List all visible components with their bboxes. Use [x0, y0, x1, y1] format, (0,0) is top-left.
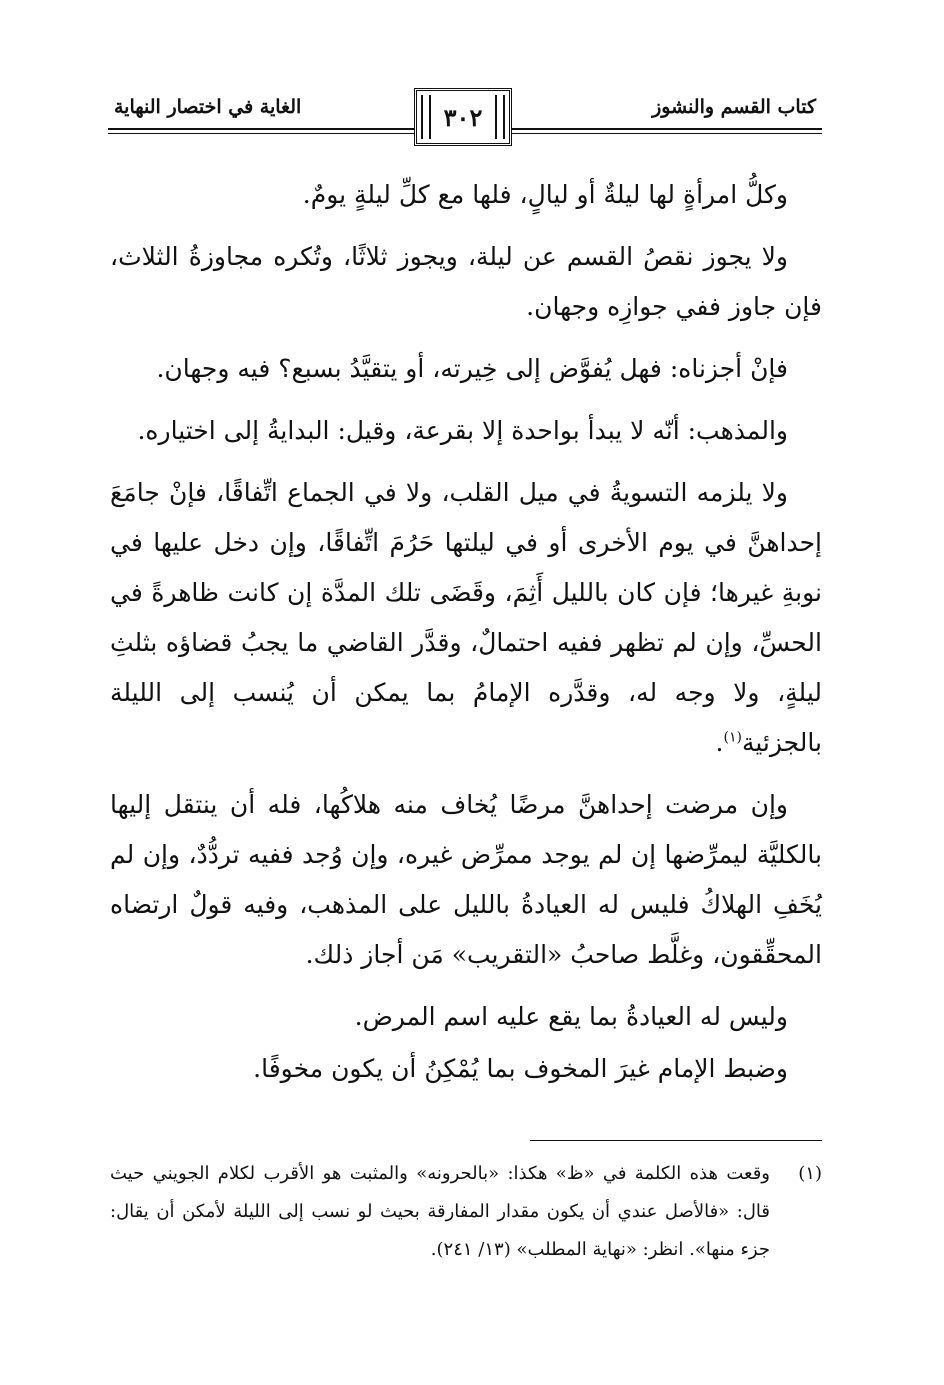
paragraph-5-text: ولا يلزمه التسويةُ في ميل القلب، ولا في الجماع اتِّفاقًا، فإنْ جامَعَ إحداهنَّ في يوم الأخرى أو في ليلتها حَرُمَ اتِّفاقًا، وإن دخل عليها في نوبةِ غيرها؛ فإن كان بالليل أَثِمَ، وقَضَى تلك المدَّة إن كانت ظاهرةً في الحسِّ، وإن لم تظهر ففيه احتمالٌ، وقدَّر القاضي ما يجبُ قضاؤه بثلثِ ليلةٍ، ولا وجه له، وقدَّره الإمامُ بما يمكن أن يُنسب إلى الليلة بالجزئية	[110, 478, 822, 757]
paragraph-5-end: .	[715, 728, 724, 757]
footnotes	[110, 1155, 822, 1269]
running-header	[108, 88, 822, 148]
paragraph-6: وإن مرضت إحداهنَّ مرضًا يُخاف منه هلاكُها، فله أن ينتقل إليها بالكليَّة ليمرِّضها إن لم يوجد ممرِّض غيره، وإن وُجد ففيه تردُّدٌ، وإن لم يُخَفِ الهلاكُ فليس له العيادةُ بالليل على المذهب، وفيه قولٌ ارتضاه المحقِّقون، وغلَّط صاحبُ «التقريب» مَن أجاز ذلك.	[110, 790, 822, 969]
main-text	[110, 170, 822, 1106]
footnote-number: (١)	[798, 1163, 822, 1184]
footnote-item	[110, 1155, 822, 1269]
book-title: الغاية في اختصار النهاية	[114, 96, 302, 118]
page-number-frame	[414, 88, 512, 146]
footnote-reference[interactable]: (١)	[723, 729, 742, 746]
paragraph-7: وليس له العيادةُ بما يقع عليه اسم المرض.	[354, 1002, 788, 1031]
paragraph-8: وضبط الإمام غيرَ المخوف بما يُمْكِنُ أن يكون مخوفًا.	[253, 1054, 788, 1083]
paragraph-4: والمذهب: أنّه لا يبدأ بواحدة إلا بقرعة، وقيل: البدايةُ إلى اختياره.	[137, 416, 788, 445]
page-number: ٣٠٢	[443, 103, 483, 132]
chapter-title: كتاب القسم والنشوز	[652, 96, 816, 118]
paragraph-2: ولا يجوز نقصُ القسم عن ليلة، ويجوز ثلاثًا، وتُكره مجاوزةُ الثلاث، فإن جاوز ففي جوازِه وجهان.	[110, 242, 822, 321]
paragraph-5	[110, 468, 822, 768]
footnote-separator	[530, 1140, 822, 1141]
paragraph-1: وكلُّ امرأةٍ لها ليلةٌ أو ليالٍ، فلها مع كلِّ ليلةٍ يومٌ.	[302, 180, 788, 209]
paragraph-3: فإنْ أجزناه: فهل يُفوَّض إلى خِيرته، أو يتقيَّدُ بسبع؟ فيه وجهان.	[156, 354, 788, 383]
footnote-text: وقعت هذه الكلمة في «ظ» هكذا: «بالحرونه» والمثبت هو الأقرب لكلام الجويني حيث قال: «فالأصل عندي أن يكون مقدار المفارقة بحيث لو نسب إلى الليلة لأمكن أن يقال: جزء منها». انظر: «نهاية المطلب» (١٣/ ٢٤١).	[110, 1163, 770, 1260]
